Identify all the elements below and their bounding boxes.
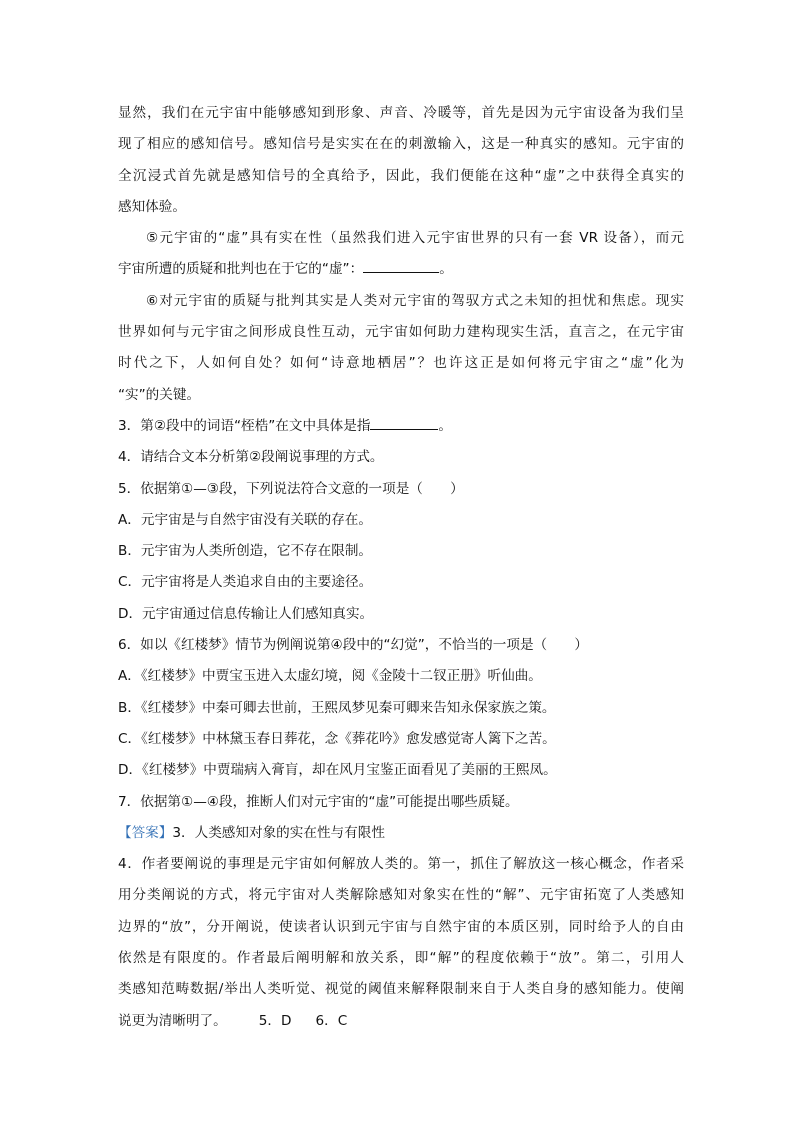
option-b: B．元宇宙为人类所创造，它不存在限制。: [118, 543, 373, 560]
answer-4-line: 4．作者要阐说的事理是元宇宙如何解放人类的。第一，抓住了解放这一核心概念，作者采: [118, 856, 684, 873]
paragraph-line: 全沉浸式首先就是感知信号的全真给予，因此，我们便能在这种“虚”之中获得全真实的: [118, 167, 684, 184]
fill-in-blank: [363, 258, 439, 273]
paragraph-5-line: [118, 254, 684, 285]
paragraph-text: 宇宙所遭的质疑和批判也在于它的“虚”：: [118, 261, 364, 278]
question-7: 7．依据第①—④段，推断人们对元宇宙的“虚”可能提出哪些质疑。: [118, 793, 519, 810]
option-d: D．《红楼梦》中贾瑞病入膏肓，却在风月宝鉴正面看见了美丽的王熙凤。: [118, 762, 557, 779]
paragraph-6-line: 世界如何与元宇宙之间形成良性互动，元宇宙如何助力建构现实生活，直言之，在元宇宙: [118, 324, 684, 341]
answer-5: 5．D: [258, 1012, 292, 1029]
option-d: D．元宇宙通过信息传输让人们感知真实。: [118, 605, 374, 622]
answer-4-line: 用分类阐说的方式，将元宇宙对人类解除感知对象实在性的“解”、元宇宙拓宽了人类感知: [118, 887, 684, 904]
option-c: C．元宇宙将是人类追求自由的主要途径。: [118, 574, 373, 591]
answer-text: 说更为清晰明了。: [118, 1012, 227, 1029]
paragraph-6-line: “实”的关键。: [118, 386, 201, 403]
answer-3: [118, 818, 684, 849]
answer-4-line: 类感知范畴数据/举出人类听觉、视觉的阈值来解释限制来自于人类自身的感知能力。使阐: [118, 981, 684, 998]
answer-text: 3．人类感知对象的实在性与有限性: [172, 824, 385, 841]
fill-in-blank: [370, 415, 438, 430]
paragraph-6-line: ⑥对元宇宙的质疑与批判其实是人类对元宇宙的驾驭方式之未知的担忧和焦虑。现实: [146, 292, 684, 309]
option-b: B．《红楼梦》中秦可卿去世前，王熙凤梦见秦可卿来告知永保家族之策。: [118, 699, 556, 716]
paragraph-6-line: 时代之下，人如何自处？如何“诗意地栖居”？也许这正是如何将元宇宙之“虚”化为: [118, 355, 684, 372]
question-text: 3．第②段中的词语“桎梏”在文中具体是指: [118, 417, 371, 434]
paragraph-line: 感知体验。: [118, 198, 186, 215]
answer-6: 6．C: [315, 1012, 348, 1029]
option-a: A．元宇宙是与自然宇宙没有关联的存在。: [118, 511, 372, 528]
paragraph-line: 显然，我们在元宇宙中能够感知到形象、声音、冷暖等，首先是因为元宇宙设备为我们呈: [118, 105, 684, 121]
option-c: C．《红楼梦》中林黛玉春日葬花，念《葬花吟》愈发感觉寄人篱下之苦。: [118, 730, 556, 747]
question-6: 6．如以《红楼梦》情节为例阐说第④段中的“幻觉”，不恰当的一项是（ ）: [118, 637, 588, 654]
document-page: [118, 98, 684, 1037]
question-4: 4．请结合文本分析第②段阐说事理的方式。: [118, 449, 384, 466]
answer-4-line: 边界的“放”，分开阐说，使读者认识到元宇宙与自然宇宙的本质区别，同时给予人的自由: [118, 918, 684, 935]
paragraph-5-line: ⑤元宇宙的“虚”具有实在性（虽然我们进入元宇宙世界的只有一套 VR 设备），而元: [146, 230, 684, 247]
answer-last-line: [118, 1006, 684, 1037]
punctuation: 。: [439, 261, 453, 278]
answer-4-line: 依然是有限度的。作者最后阐明解和放关系，即“解”的程度依赖于“放”。第二，引用人: [118, 950, 684, 967]
punctuation: 。: [438, 417, 453, 434]
answer-label: 【答案】: [118, 824, 173, 841]
question-5: 5．依据第①—③段，下列说法符合文意的一项是（ ）: [118, 480, 464, 497]
option-a: A．《红楼梦》中贾宝玉进入太虚幻境，阅《金陵十二钗正册》听仙曲。: [118, 668, 542, 685]
paragraph-line: 现了相应的感知信号。感知信号是实实在在的刺激输入，这是一种真实的感知。元宇宙的: [118, 136, 684, 153]
question-3: [118, 411, 684, 442]
